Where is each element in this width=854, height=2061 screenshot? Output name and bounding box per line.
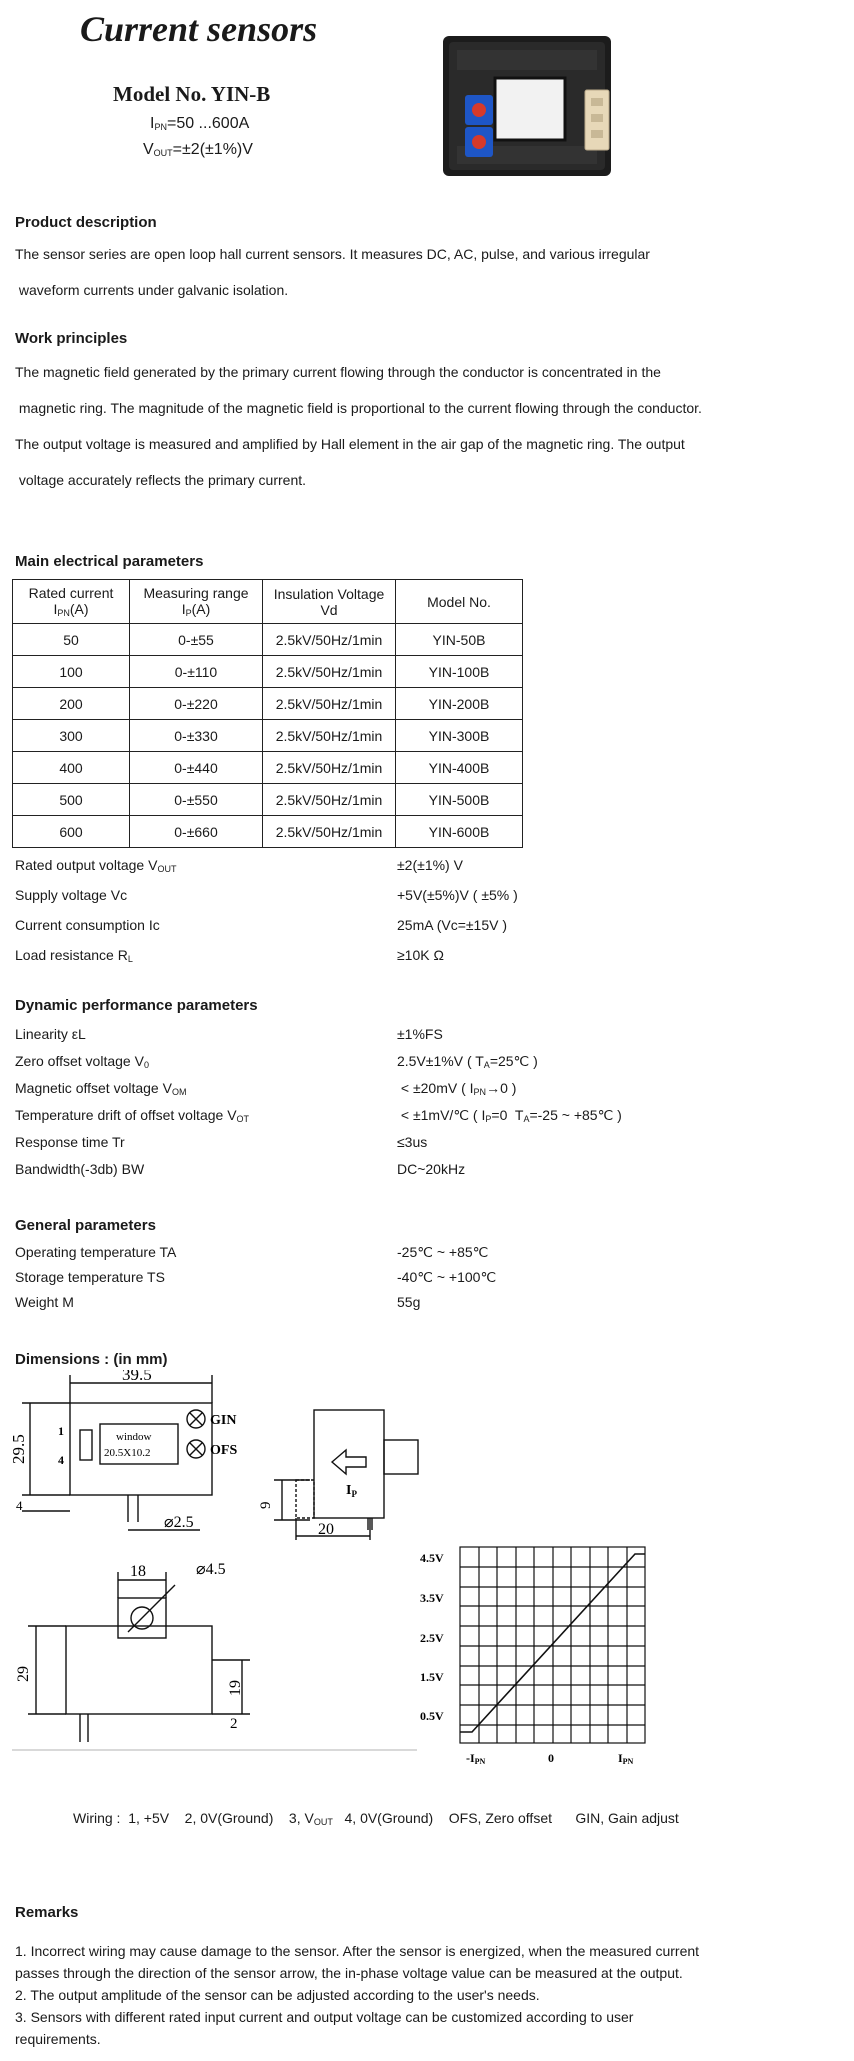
table-row <box>13 720 523 752</box>
table-row <box>13 688 523 720</box>
table-cell: 2.5kV/50Hz/1min <box>263 752 396 784</box>
dim-bottom-width: 18 <box>130 1563 146 1580</box>
gin-label: GIN <box>210 1413 237 1428</box>
param-label: Supply voltage Vc <box>15 887 128 903</box>
table-cell: 0-±55 <box>130 624 263 656</box>
param-value: -40℃ ~ +100℃ <box>397 1269 497 1285</box>
remark-line: passes through the direction of the sensor arrow, the in-phase voltage value can be measured at the output. <box>15 1965 683 1981</box>
x-label-mid: 0 <box>548 1751 554 1765</box>
column-header-rated-current: Rated current $I_{PN}(A)$ <box>13 580 130 624</box>
y-label: 2.5V <box>420 1631 444 1645</box>
table-cell: YIN-200B <box>396 688 523 720</box>
param-label: Storage temperature TS <box>15 1269 165 1285</box>
table-cell: 2.5kV/50Hz/1min <box>263 784 396 816</box>
pin-diameter: ⌀2.5 <box>164 1514 194 1531</box>
table-cell: YIN-300B <box>396 720 523 752</box>
pin-1-label: 1 <box>58 1424 64 1438</box>
y-label: 3.5V <box>420 1591 444 1605</box>
param-label: Current consumption Ic <box>15 917 160 933</box>
param-value: 25mA (Vc=±15V ) <box>397 917 508 933</box>
table-cell: YIN-100B <box>396 656 523 688</box>
page-title: Current sensors <box>80 9 318 49</box>
remark-line: 1. Incorrect wiring may cause damage to the sensor. After the sensor is energized, when the measured current <box>15 1943 700 1959</box>
table-cell: 200 <box>13 688 130 720</box>
column-header-insulation-voltage: Insulation Voltage Vd <box>263 580 396 624</box>
table-cell: 400 <box>13 752 130 784</box>
electrical-parameters-table <box>12 579 523 848</box>
param-value: 55g <box>397 1294 421 1310</box>
table-cell: 2.5kV/50Hz/1min <box>263 720 396 752</box>
model-number: Model No. YIN-B <box>113 82 271 106</box>
table-cell: 500 <box>13 784 130 816</box>
table-cell: 100 <box>13 656 130 688</box>
remark-line: 2. The output amplitude of the sensor can be adjusted according to the user's needs. <box>15 1987 540 2003</box>
remark-line: requirements. <box>15 2031 101 2047</box>
param-label: Response time Tr <box>15 1134 125 1150</box>
dim-bottom-height-2: 19 <box>227 1680 244 1696</box>
param-value: < ±20mV ( $I_{PN}\to 0$ ) <box>397 1080 517 1097</box>
remarks-heading: Remarks <box>15 1904 79 1921</box>
dim-side-width: 20 <box>318 1521 334 1538</box>
param-label: Bandwidth(-3db) BW <box>15 1161 145 1177</box>
work-principles-line: The output voltage is measured and amplified by Hall element in the air gap of the magnetic ring. The output <box>15 436 685 452</box>
table-cell: 2.5kV/50Hz/1min <box>263 656 396 688</box>
current-direction-label: $I_P$ <box>346 1483 357 1499</box>
dim-bottom-height: 29 <box>15 1666 32 1682</box>
x-label-left: -IPN <box>466 1751 486 1766</box>
table-row <box>13 752 523 784</box>
dim-side-small: 4 <box>16 1498 23 1513</box>
pin-4-label: 4 <box>58 1453 64 1467</box>
table-cell: 2.5kV/50Hz/1min <box>263 688 396 720</box>
dim-top-width: 39.5 <box>122 1370 152 1384</box>
table-row <box>13 816 523 848</box>
remark-line: 3. Sensors with different rated input current and output voltage can be customized according to user <box>15 2009 634 2025</box>
table-cell: 0-±550 <box>130 784 263 816</box>
param-label: Rated output voltage $V_{OUT}$ <box>15 857 177 874</box>
y-label: 4.5V <box>420 1551 444 1565</box>
dimensions-heading: Dimensions : (in mm) <box>15 1351 168 1368</box>
table-cell: 0-±330 <box>130 720 263 752</box>
column-header-model-no: Model No. <box>396 580 523 624</box>
table-cell: 50 <box>13 624 130 656</box>
table-cell: 0-±660 <box>130 816 263 848</box>
dynamic-performance-heading: Dynamic performance parameters <box>15 997 258 1014</box>
y-label: 0.5V <box>420 1709 444 1723</box>
param-label: Temperature drift of offset voltage $V_{OT}$ <box>15 1107 250 1124</box>
output-voltage-spec: $V_{OUT}=\pm 2(\pm 1\%)V$ <box>143 141 253 158</box>
table-cell: 2.5kV/50Hz/1min <box>263 816 396 848</box>
param-label: Linearity εL <box>15 1026 86 1042</box>
param-value: ±1%FS <box>397 1026 443 1042</box>
work-principles-line: voltage accurately reflects the primary current. <box>15 472 307 488</box>
sensor-product-photo <box>435 30 635 185</box>
table-cell: YIN-500B <box>396 784 523 816</box>
y-label: 1.5V <box>420 1670 444 1684</box>
table-cell: YIN-50B <box>396 624 523 656</box>
work-principles-line: magnetic ring. The magnitude of the magnetic field is proportional to the current flowing through the conductor. <box>15 400 702 416</box>
param-value: DC~20kHz <box>397 1161 466 1177</box>
window-label: window <box>116 1431 152 1443</box>
table-cell: 600 <box>13 816 130 848</box>
column-header-measuring-range: Measuring range $I_P(A)$ <box>130 580 263 624</box>
hole-diameter: ⌀4.5 <box>196 1561 226 1578</box>
param-label: Weight M <box>15 1294 74 1310</box>
table-cell: 0-±440 <box>130 752 263 784</box>
general-parameters-heading: General parameters <box>15 1217 156 1234</box>
dim-bottom-small: 2 <box>230 1716 238 1732</box>
ofs-label: OFS <box>210 1443 238 1458</box>
table-cell: YIN-600B <box>396 816 523 848</box>
table-cell: 0-±110 <box>130 656 263 688</box>
param-value: +5V(±5%)V ( ±5% ) <box>397 887 518 903</box>
output-characteristic-chart <box>410 1542 655 1782</box>
table-cell: 0-±220 <box>130 688 263 720</box>
work-principles-line: The magnetic field generated by the primary current flowing through the conductor is concentrated in the <box>15 364 661 380</box>
param-label: Operating temperature TA <box>15 1244 177 1260</box>
wiring-info: Wiring : 1, +5V 2, 0V(Ground) 3, $V_{OUT}$ 4, 0V(Ground) OFS, Zero offset GIN, Gain adjust <box>73 1810 679 1827</box>
table-cell: YIN-400B <box>396 752 523 784</box>
param-value: ≤3us <box>397 1134 428 1150</box>
table-row <box>13 656 523 688</box>
table-cell: 2.5kV/50Hz/1min <box>263 624 396 656</box>
work-principles-heading: Work principles <box>15 330 128 347</box>
param-label: Magnetic offset voltage $V_{OM}$ <box>15 1080 187 1097</box>
window-size: 20.5X10.2 <box>104 1447 151 1459</box>
table-row <box>13 784 523 816</box>
param-value: ≥10K Ω <box>397 947 444 963</box>
main-electrical-heading: Main electrical parameters <box>15 553 204 570</box>
param-label: Load resistance $R_L$ <box>15 947 133 964</box>
param-value: 2.5V±1%V ( $T_A=25℃$ ) <box>397 1053 538 1070</box>
product-description-line: The sensor series are open loop hall current sensors. It measures DC, AC, pulse, and various irregular <box>15 246 650 262</box>
param-value: -25℃ ~ +85℃ <box>397 1244 489 1260</box>
table-cell: 300 <box>13 720 130 752</box>
product-description-heading: Product description <box>15 214 157 231</box>
param-value: < ±1mV/℃ ( $I_P=0$ $T_A=-25$ ~ +85℃ ) <box>397 1107 622 1124</box>
dim-side-height: 9 <box>258 1501 274 1509</box>
param-value: ±2(±1%) V <box>397 857 463 873</box>
rated-current-spec: $I_{PN}=50$ ...600A <box>150 115 250 132</box>
product-description-line: waveform currents under galvanic isolation. <box>15 282 289 298</box>
table-row <box>13 624 523 656</box>
x-label-right: IPN <box>618 1751 634 1766</box>
dim-height: 29.5 <box>9 1434 28 1464</box>
param-label: Zero offset voltage $V_0$ <box>15 1053 149 1070</box>
